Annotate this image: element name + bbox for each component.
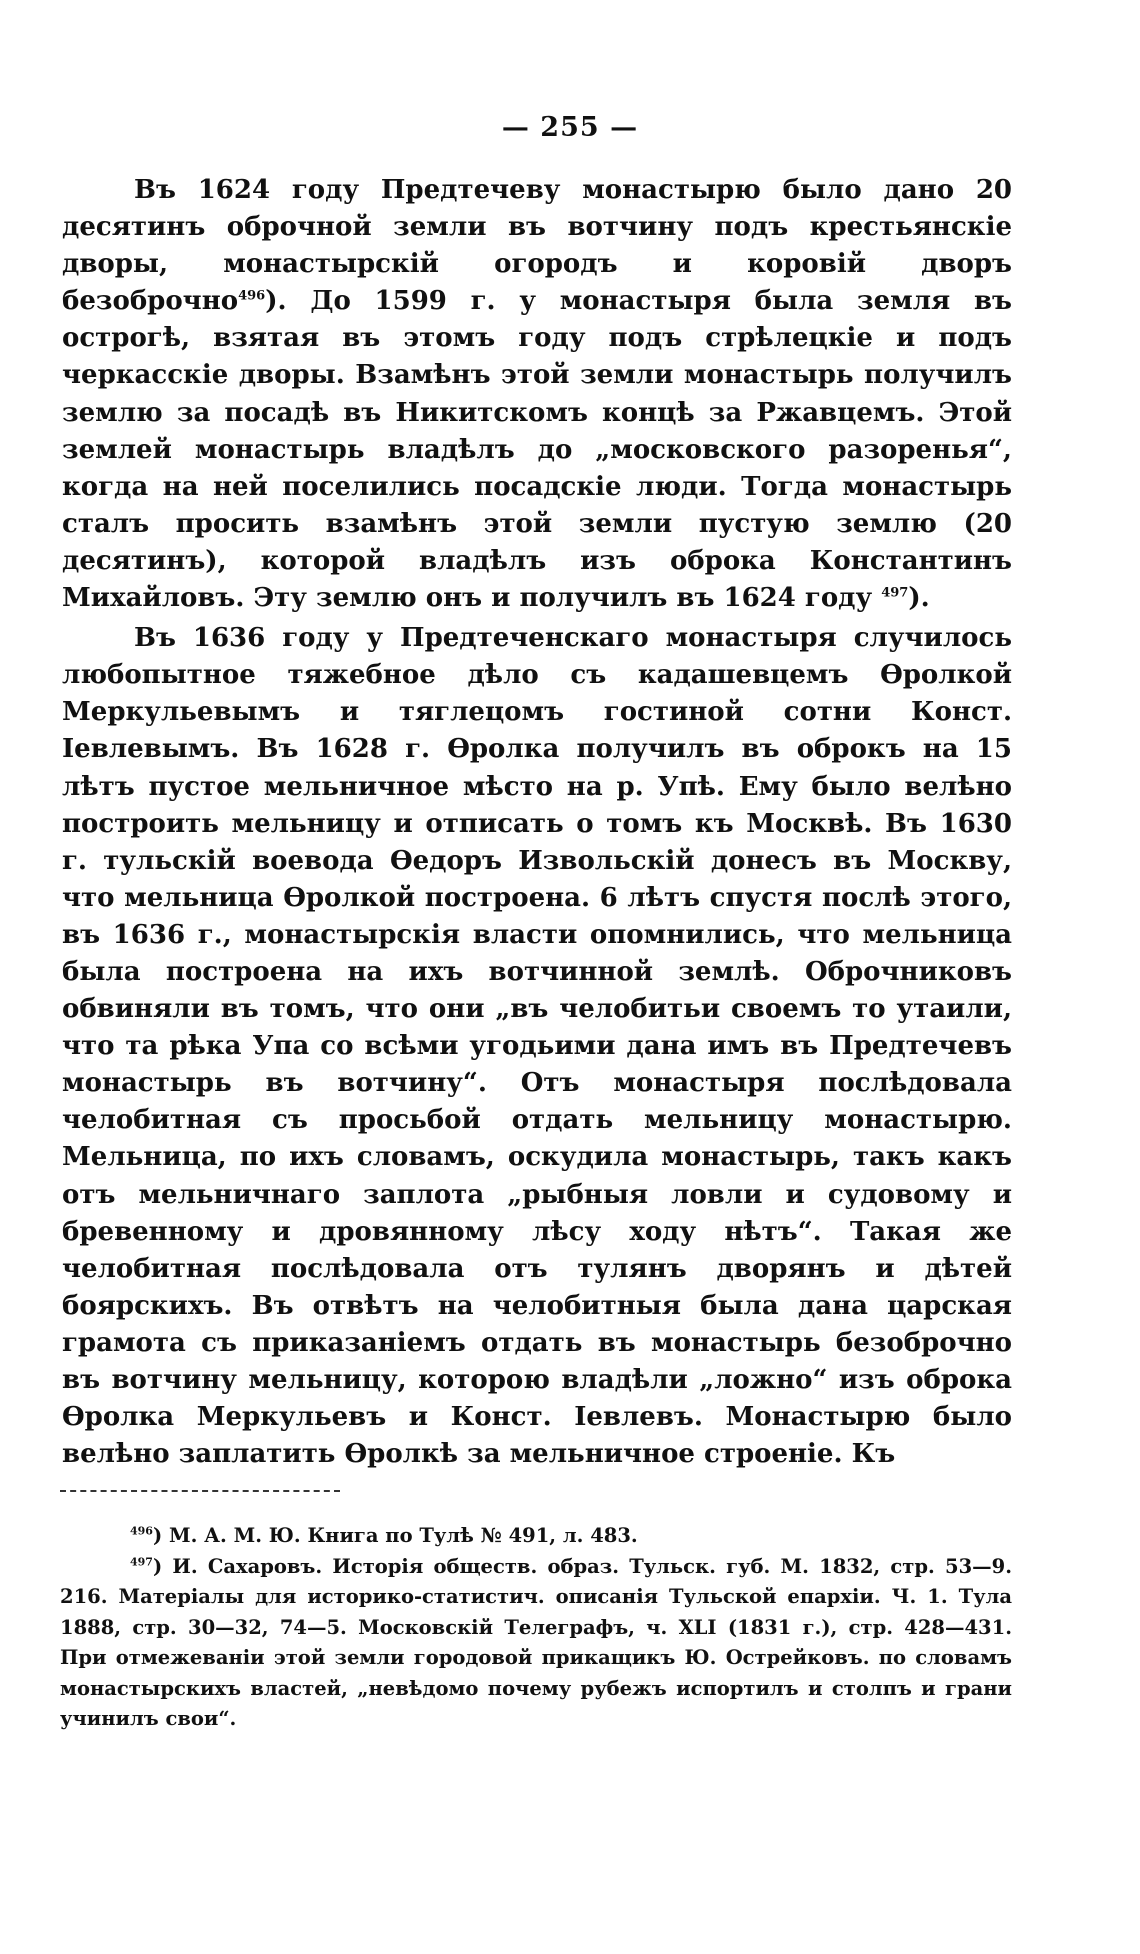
paragraph-1-text-start: Въ 1624 году Предтечеву монастырю было дано 20 десятинъ оброчной земли въ вотчину подъ крестьянскіе дворы, монастырскій огородъ и коровій дворъ безоброчно [62, 175, 1012, 317]
paragraph-1-text-end: ). [908, 583, 930, 614]
footnote-496 [60, 1521, 1012, 1552]
footnotes [60, 1521, 1012, 1735]
paragraph-2: Въ 1636 году у Предтеченскаго монастыря случилось любопытное тяжебное дѣло съ кадашевцемъ Ѳролкой Меркульевымъ и тяглецомъ гостиной сотни Конст. Іевлевымъ. Въ 1628 г. Ѳролка получилъ въ оброкъ на 15 лѣтъ пустое мельничное мѣсто на р. Упѣ. Ему было велѣно построить мельницу и отписать о томъ къ Москвѣ. Въ 1630 г. тульскій воевода Ѳедоръ Извольскій донесъ въ Москву, что мельница Ѳролкой построена. 6 лѣтъ спустя послѣ этого, въ 1636 г., монастырскія власти опомнились, что мельница была построена на ихъ вотчинной землѣ. Оброчниковъ обвиняли въ томъ, что они „въ челобитьи своемъ то утаили, что та рѣка Упа со всѣми угодьими дана имъ въ Предтечевъ монастырь въ вотчину“. Отъ монастыря послѣдовала челобитная съ просьбой отдать мельницу монастырю. Мельница, по ихъ словамъ, оскудила монастырь, такъ какъ отъ мельничнаго заплота „рыбныя ловли и судовому и бревенному и дровянному лѣсу ходу нѣтъ“. Такая же челобитная послѣдовала отъ тулянъ дворянъ и дѣтей боярскихъ. Въ отвѣтъ на челобитныя была дана царская грамота съ приказаніемъ отдать въ монастырь безоброчно въ вотчину мельницу, которою владѣли „ложно“ изъ оброка Ѳролка Меркульевъ и Конст. Іевлевъ. Монастырю было велѣно заплатить Ѳролкѣ за мельничное строеніе. Къ [62, 623, 1012, 1470]
footnote-ref-497[interactable]: 497 [881, 585, 909, 601]
footnote-separator [60, 1490, 340, 1492]
footnote-497-text: ) И. Сахаровъ. Исторія обществ. образ. Тульск. губ. М. 1832, стр. 53—9. 216. Матеріалы для историко-статистич. описанія Тульской епархіи. Ч. 1. Тула 1888, стр. 30—32, 74—5. Московскій Телеграфъ, ч. XLI (1831 г.), стр. 428—431. При отмежеваніи этой земли городовой прикащикъ Ю. Острейковъ. по словамъ монастырскихъ властей, „невѣдомо почему рубежъ испортилъ и столпъ и грани учинилъ свои“. [60, 1554, 1012, 1730]
footnote-ref-496[interactable]: 496 [238, 288, 266, 304]
footnote-497 [60, 1552, 1012, 1735]
footnote-mark-497: 497 [130, 1555, 153, 1568]
page-number: — 255 — [501, 112, 639, 143]
footnote-496-text: ) М. А. М. Ю. Книга по Тулѣ № 491, л. 483. [152, 1524, 638, 1547]
main-text [62, 172, 1012, 1473]
paragraph-1-text-middle: ). До 1599 г. у монастыря была земля въ острогѣ, взятая въ этомъ году подъ стрѣлецкіе и подъ черкасскіе дворы. Взамѣнъ этой земли монастырь получилъ землю за посадѣ въ Никитскомъ концѣ за Ржавцемъ. Этой землей монастырь владѣлъ до „московского разоренья“, когда на ней поселились посадскіе люди. Тогда монастырь сталъ просить взамѣнъ этой земли пустую землю (20 десятинъ), которой владѣлъ изъ оброка Константинъ Михайловъ. Эту землю онъ и получилъ въ 1624 году [62, 286, 1012, 614]
footnote-mark-496: 496 [130, 1524, 153, 1538]
paragraph-1 [62, 172, 1012, 617]
